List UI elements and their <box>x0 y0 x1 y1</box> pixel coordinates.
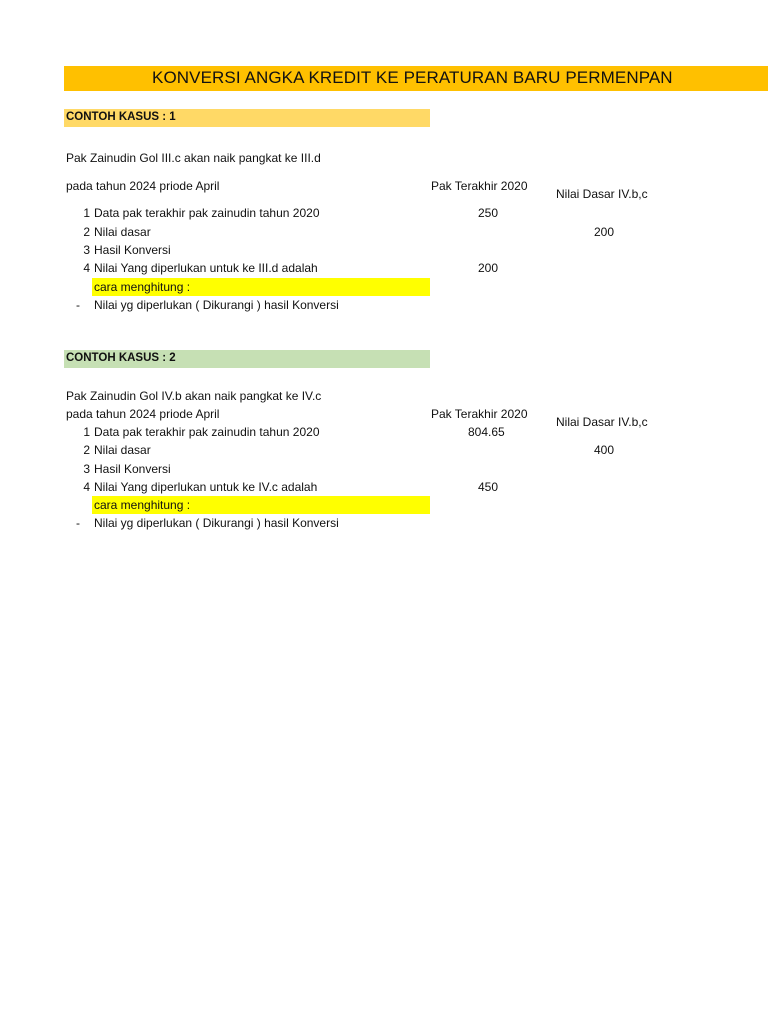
case-2-cara-highlight <box>92 496 430 514</box>
case-2-item-3-text: Hasil Konversi <box>94 462 171 476</box>
case-2-item-2-num: 2 <box>83 443 90 457</box>
case-2-line-2: pada tahun 2024 priode April <box>66 407 220 421</box>
case-1-col-pak-header: Pak Terakhir 2020 <box>431 179 528 193</box>
case-2-item-1-num: 1 <box>83 425 90 439</box>
case-1-item-3-text: Hasil Konversi <box>94 243 171 257</box>
case-2-item-1-pak: 804.65 <box>468 425 505 439</box>
title-bar <box>64 66 768 91</box>
case-1-item-1-text: Data pak terakhir pak zainudin tahun 2020 <box>94 206 320 220</box>
case-1-note: Nilai yg diperlukan ( Dikurangi ) hasil Konversi <box>94 298 339 312</box>
case-1-line-1: Pak Zainudin Gol III.c akan naik pangkat ke III.d <box>66 151 321 165</box>
case-1-item-2-num: 2 <box>83 225 90 239</box>
case-1-dash: - <box>76 298 80 312</box>
case-2-item-2-nilai: 400 <box>594 443 615 457</box>
case-1-header-label: CONTOH KASUS : 1 <box>66 111 176 123</box>
case-2-note: Nilai yg diperlukan ( Dikurangi ) hasil Konversi <box>94 516 339 530</box>
case-1-item-2-nilai: 200 <box>594 225 615 239</box>
case-2-item-4-num: 4 <box>83 480 90 494</box>
case-2-col-pak-header: Pak Terakhir 2020 <box>431 407 528 421</box>
case-1-item-2-text: Nilai dasar <box>94 225 151 239</box>
case-2-col-nilai-header: Nilai Dasar IV.b,c <box>556 415 648 429</box>
case-2-item-1-text: Data pak terakhir pak zainudin tahun 2020 <box>94 425 320 439</box>
case-1-item-1-num: 1 <box>83 206 90 220</box>
case-2-item-4-pak: 450 <box>478 480 499 494</box>
case-1-header <box>64 109 430 127</box>
case-1-item-3-num: 3 <box>83 243 90 257</box>
case-1-item-4-num: 4 <box>83 261 90 275</box>
case-2-item-3-num: 3 <box>83 462 90 476</box>
case-2-item-2-text: Nilai dasar <box>94 443 151 457</box>
case-1-line-2: pada tahun 2024 priode April <box>66 179 220 193</box>
case-2-dash: - <box>76 516 80 530</box>
case-2-line-1: Pak Zainudin Gol IV.b akan naik pangkat ke IV.c <box>66 389 322 403</box>
case-2-cara-label: cara menghitung : <box>94 498 191 512</box>
case-1-item-1-pak: 250 <box>478 206 499 220</box>
page-title: KONVERSI ANGKA KREDIT KE PERATURAN BARU PERMENPAN <box>152 68 673 87</box>
case-1-cara-highlight <box>92 278 430 296</box>
case-1-item-4-text: Nilai Yang diperlukan untuk ke III.d adalah <box>94 261 318 275</box>
case-1-col-nilai-header: Nilai Dasar IV.b,c <box>556 187 648 201</box>
case-1-cara-label: cara menghitung : <box>94 280 191 294</box>
case-2-item-4-text: Nilai Yang diperlukan untuk ke IV.c adalah <box>94 480 318 494</box>
case-2-header-label: CONTOH KASUS : 2 <box>66 352 176 364</box>
case-2-header <box>64 350 430 368</box>
case-1-item-4-pak: 200 <box>478 261 499 275</box>
